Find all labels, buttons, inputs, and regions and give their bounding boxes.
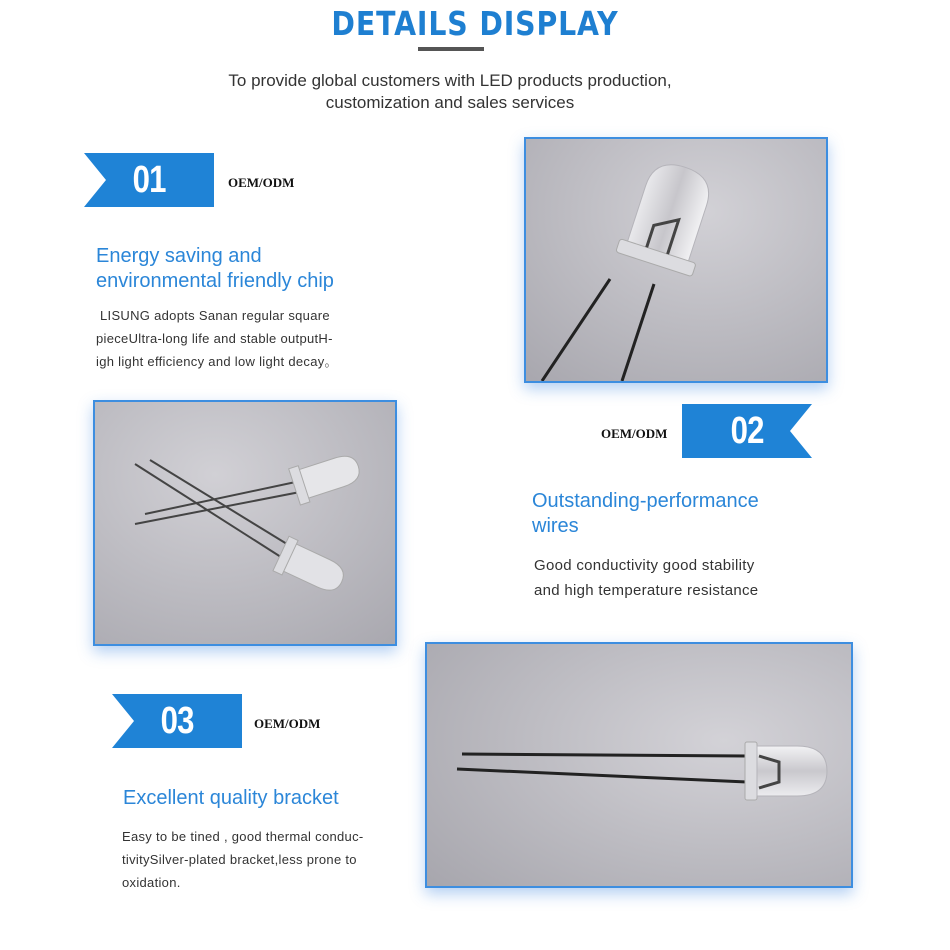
led-illustration	[427, 644, 851, 886]
section-heading	[96, 244, 496, 294]
section-heading	[532, 489, 832, 539]
heading-line-2: environmental friendly chip	[96, 270, 334, 292]
title-divider	[418, 47, 484, 51]
section-number-badge-03	[112, 694, 242, 748]
body-line: oxidation.	[122, 875, 181, 890]
oem-odm-label: OEM/ODM	[601, 426, 668, 441]
led-photo-1	[524, 137, 828, 383]
section-body	[534, 553, 834, 603]
body-line: Good conductivity good stability	[534, 557, 755, 574]
section-body	[122, 825, 422, 894]
led-photo-3	[425, 642, 853, 888]
body-line: Easy to be tined , good thermal conduc-	[122, 829, 364, 844]
section-number-badge-02	[682, 404, 812, 458]
led-photo-2	[93, 400, 397, 646]
heading-line-1: Outstanding-performance	[532, 490, 759, 512]
page-subtitle	[150, 70, 750, 114]
oem-odm-label: OEM/ODM	[228, 175, 295, 190]
body-line: pieceUltra-long life and stable outputH-	[96, 331, 333, 346]
section-number: 02	[730, 409, 764, 452]
body-line: tivitySilver-plated bracket,less prone to	[122, 852, 357, 867]
subtitle-line-1: To provide global customers with LED products production,	[228, 71, 672, 90]
led-illustration	[526, 139, 826, 381]
heading-line-2: wires	[532, 515, 579, 537]
section-number-badge-01	[84, 153, 214, 207]
led-illustration	[95, 402, 395, 644]
body-line: LISUNG adopts Sanan regular square	[100, 308, 330, 323]
section-body	[96, 304, 396, 373]
section-heading: Excellent quality bracket	[123, 787, 339, 809]
body-line: igh light efficiency and low light decay。	[96, 354, 338, 369]
oem-odm-label: OEM/ODM	[254, 716, 321, 731]
body-line: and high temperature resistance	[534, 582, 759, 599]
section-number: 03	[160, 699, 194, 742]
page-title: DETAILS DISPLAY	[331, 4, 619, 43]
heading-line-1: Energy saving and	[96, 245, 262, 267]
subtitle-line-2: customization and sales services	[325, 93, 575, 112]
section-number: 01	[132, 158, 166, 201]
